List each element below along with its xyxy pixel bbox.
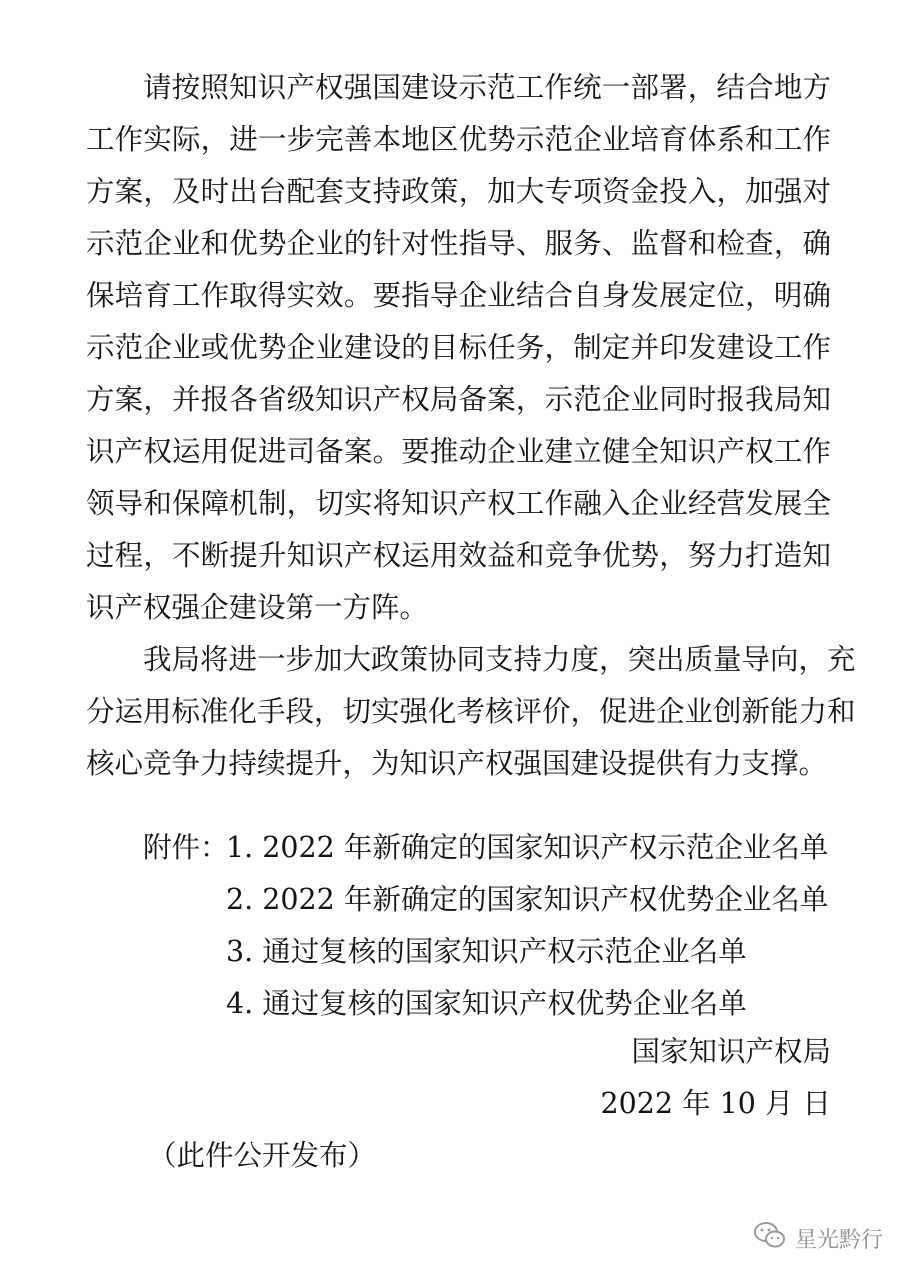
paragraph1-line: 过程，不断提升知识产权运用效益和竞争优势，努力打造知 bbox=[86, 539, 831, 572]
attachment-item: 2. 2022 年新确定的国家知识产权优势企业名单 bbox=[226, 883, 829, 916]
paragraph1-line: 请按照知识产权强国建设示范工作统一部署，结合地方 bbox=[143, 71, 831, 104]
publication-note: （此件公开发布） bbox=[148, 1139, 377, 1172]
paragraph2-line: 分运用标准化手段，切实强化考核评价，促进企业创新能力和 bbox=[86, 695, 856, 728]
paragraph1-line: 方案，并报各省级知识产权局备案，示范企业同时报我局知 bbox=[86, 383, 831, 416]
paragraph1-line: 领导和保障机制，切实将知识产权工作融入企业经营发展全 bbox=[86, 487, 831, 520]
signature-org: 国家知识产权局 bbox=[631, 1035, 831, 1068]
paragraph2-line: 我局将进一步加大政策协同支持力度，突出质量导向，充 bbox=[143, 643, 856, 676]
paragraph1-line: 工作实际，进一步完善本地区优势示范企业培育体系和工作 bbox=[86, 123, 831, 156]
attachment-item: 1. 2022 年新确定的国家知识产权示范企业名单 bbox=[226, 831, 829, 864]
paragraph2-line: 核心竞争力持续提升，为知识产权强国建设提供有力支撑。 bbox=[86, 747, 828, 780]
watermark-text: 星光黔行 bbox=[794, 1227, 883, 1253]
paragraph1-line: 识产权运用促进司备案。要推动企业建立健全知识产权工作 bbox=[86, 435, 831, 468]
paragraph1-line: 识产权强企建设第一方阵。 bbox=[86, 591, 429, 624]
attachments-label: 附件： bbox=[143, 831, 229, 864]
signature-date: 2022 年 10 月 日 bbox=[600, 1087, 831, 1120]
paragraph1-line: 示范企业和优势企业的针对性指导、服务、监督和检查，确 bbox=[86, 227, 831, 260]
attachment-item: 3. 通过复核的国家知识产权示范企业名单 bbox=[226, 935, 747, 968]
watermark bbox=[753, 1220, 883, 1256]
paragraph1-line: 示范企业或优势企业建设的目标任务，制定并印发建设工作 bbox=[86, 331, 831, 364]
attachment-item: 4. 通过复核的国家知识产权优势企业名单 bbox=[226, 987, 747, 1020]
paragraph1-line: 保培育工作取得实效。要指导企业结合自身发展定位，明确 bbox=[86, 279, 831, 312]
paragraph1-line: 方案，及时出台配套支持政策，加大专项资金投入，加强对 bbox=[86, 175, 831, 208]
wechat-icon bbox=[753, 1220, 787, 1256]
